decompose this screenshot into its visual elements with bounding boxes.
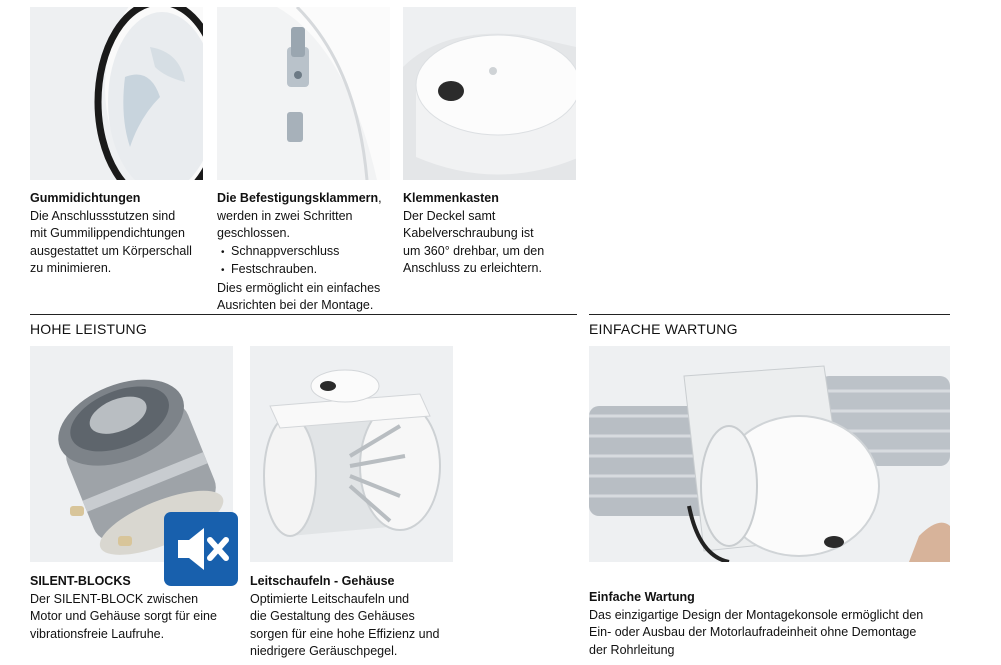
caption-title: Die Befestigungsklammern — [217, 191, 379, 205]
caption-title: SILENT-BLOCKS — [30, 574, 131, 588]
caption-title: Klemmenkasten — [403, 191, 499, 205]
caption-line: um 360° drehbar, um den — [403, 243, 545, 258]
caption-title-suffix: , — [378, 191, 382, 205]
caption-mounting-clamps — [217, 190, 382, 315]
caption-line: Ein- oder Ausbau der Motorlaufradeinheit ohne Demontage — [589, 625, 917, 639]
caption-line: Ausrichten bei der Montage. — [217, 298, 374, 312]
caption-line: Die Anschlussstutzen sind — [30, 208, 176, 223]
caption-title: Gummidichtungen — [30, 191, 141, 205]
caption-rubber-seals — [30, 190, 192, 278]
photo-mounting-clamp — [217, 7, 390, 180]
section-heading-maintenance: EINFACHE WARTUNG — [589, 321, 738, 337]
caption-line: mit Gummilippendichtungen — [30, 226, 185, 240]
photo-rubber-seal — [30, 7, 203, 180]
caption-line: der Rohrleitung — [589, 642, 675, 657]
caption-line: werden in zwei Schritten — [217, 208, 353, 223]
caption-terminal-box — [403, 190, 544, 278]
caption-line: Das einzigartige Design der Montagekonsole ermöglicht den — [589, 607, 924, 622]
caption-line: Der Deckel samt — [403, 208, 496, 223]
photo-guide-vanes-housing — [250, 346, 453, 562]
caption-easy-maintenance — [589, 589, 923, 659]
caption-bullet: • Festschrauben. — [217, 261, 382, 280]
caption-line: sorgen für eine hohe Effizienz und — [250, 626, 440, 641]
caption-title: Leitschaufeln - Gehäuse — [250, 574, 395, 588]
caption-title-row — [217, 190, 382, 208]
caption-line: niedrigere Geräuschpegel. — [250, 644, 398, 658]
photo-terminal-box — [403, 7, 576, 180]
caption-line: vibrationsfreie Laufruhe. — [30, 626, 165, 641]
section-rule-maintenance — [589, 314, 950, 315]
caption-silent-blocks — [30, 573, 217, 643]
caption-line: die Gestaltung des Gehäuses — [250, 609, 415, 623]
caption-line: Dies ermöglicht ein einfaches — [217, 280, 381, 295]
caption-bullet: • Schnappverschluss — [217, 243, 382, 262]
caption-line: Der SILENT-BLOCK zwischen — [30, 591, 199, 606]
photo-easy-maintenance — [589, 346, 950, 562]
caption-line: Anschluss zu erleichtern. — [403, 261, 542, 275]
caption-line: Optimierte Leitschaufeln und — [250, 591, 410, 606]
caption-line: ausgestattet um Körperschall — [30, 243, 192, 258]
caption-guide-vanes — [250, 573, 439, 661]
caption-line: Motor und Gehäuse sorgt für eine — [30, 609, 217, 623]
caption-line: Kabelverschraubung ist — [403, 226, 534, 240]
caption-line: zu minimieren. — [30, 261, 112, 275]
caption-title: Einfache Wartung — [589, 590, 695, 604]
section-heading-performance: HOHE LEISTUNG — [30, 321, 147, 337]
section-rule-performance — [30, 314, 577, 315]
caption-line: geschlossen. — [217, 226, 290, 240]
